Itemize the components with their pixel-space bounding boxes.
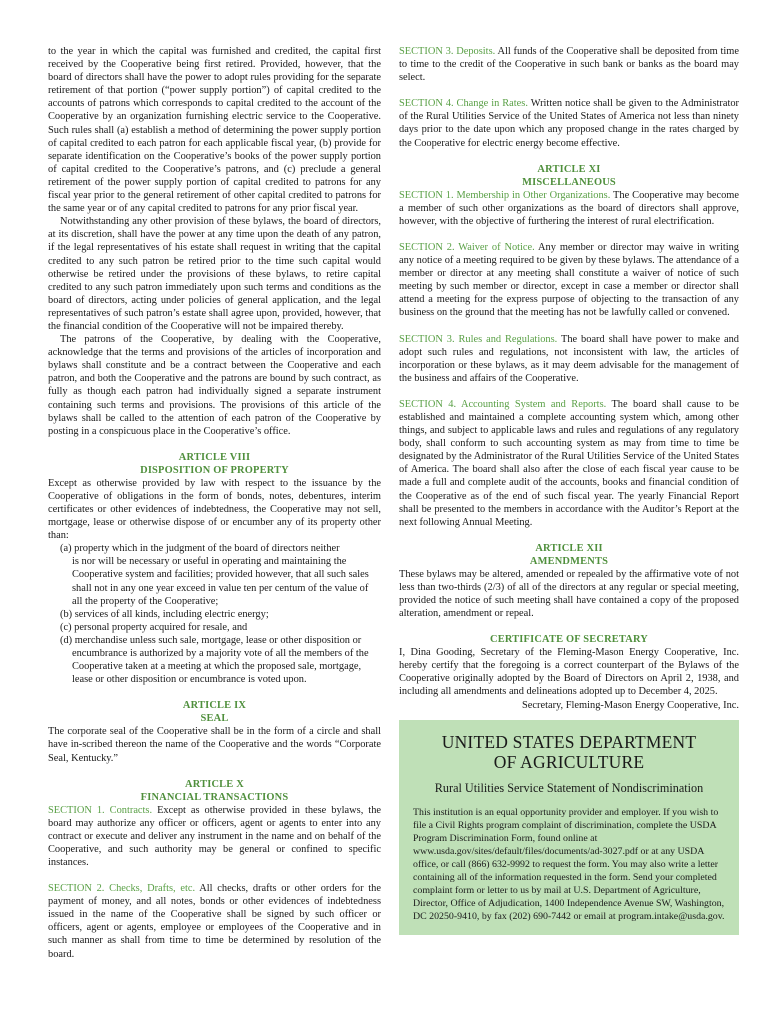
seal-paragraph: The corporate seal of the Cooperative shall be in the form of a circle and shall have in-scribed thereon the name of the Cooperative and the words “Corporate Seal, Kentucky.”	[48, 726, 381, 764]
section-text: All funds of the Cooperative shall be deposited from time to time to the credit of the Cooperative in such bank or banks as the board may select.	[399, 46, 739, 84]
secretary-signature-line: Secretary, Fleming-Mason Energy Cooperative, Inc.	[522, 699, 739, 711]
article-title: MISCELLANEOUS	[522, 176, 616, 188]
list-item: (d) merchandise unless such sale, mortgage, lease or other disposition or	[60, 634, 362, 646]
death-of-patron-paragraph: Notwithstanding any other provision of these bylaws, the board of directors, at its discretion, shall have the power at any time upon the death of any patron, if the legal representatives of his estate shall request in writing that the capital credited to any such patron be retired prior to the time such capital would otherwise be retired under the provisions of these bylaws, to retire capital credited to any such patron immediately upon such terms and conditions as the board of directors, acting under policies of general application, and the legal representatives of such patron’s estate shall agree upon, provided, however, that the financial condition of the Cooperative will not be impaired thereby.	[48, 216, 381, 332]
amendments-paragraph: These bylaws may be altered, amended or repealed by the affirmative vote of not less than two-thirds (2/3) of all of the directors at any regular or special meeting, provided the notice of such meeting shall have contained a copy of the proposed alteration, amendment or repeal.	[399, 568, 739, 620]
accounting-system-section	[399, 398, 739, 529]
usda-statement: This institution is an equal opportunity provider and employer. If you wish to file a Civil Rights program complaint of discrimination, complete the USDA Program Discrimination Form, found online at www.usda.gov/sites/default/files/documents/ad-3027.pdf or at any USDA office, or call (866) 632-9992 to request the form. You may also write a letter containing all of the information requested in the form. Send your completed complaint form or letter to us by mail at U.S. Department of Agriculture, Director, Office of Adjudication, 1400 Independence Avenue SW, Washington, DC 20250-9410, by fax (202) 690-7442 or email at program.intake@usda.gov.	[413, 806, 725, 922]
section-text: All checks, drafts or other orders for the payment of money, and all notes, bonds or other evidences of indebtedness issued in the name of the Cooperative shall be signed by such officer or officers, agent or agents, employee or employees of the Cooperative and in such manner as shall from time to time be determined by resolution of the board.	[48, 883, 381, 960]
article-title: DISPOSITION OF PROPERTY	[140, 464, 289, 476]
deposits-section	[399, 45, 739, 84]
left-column	[48, 45, 381, 1024]
article-number: ARTICLE IX	[182, 700, 247, 712]
article-xi-heading	[399, 163, 739, 189]
property-list	[48, 542, 381, 686]
article-ix-heading	[48, 699, 381, 725]
article-title: SEAL	[200, 713, 229, 725]
contracts-section	[48, 804, 381, 869]
section-text: The board shall have power to make and adopt such rules and regulations, not inconsistent with law, the articles of incorporation or these bylaws, as it may deem advisable for the management of the business and affairs of the Cooperative.	[399, 333, 739, 384]
waiver-of-notice-section	[399, 241, 739, 320]
rules-and-regulations-section	[399, 333, 739, 385]
certificate-paragraph: I, Dina Gooding, Secretary of the Fleming-Mason Energy Cooperative, Inc. hereby certify that the foregoing is a correct counterpart of the Bylaws of the Cooperative originally adopted by the Board of Directors on April 2, 1938, and including all amendments and delineations adopted up to December 4, 2025.	[399, 647, 739, 698]
list-item-continued: is nor will be necessary or useful in operating and maintaining the Cooperative system and facilities; provided however, that all such sales shall not in any one year exceed in value ten per centum of the value of all the property of the Cooperative;	[72, 556, 369, 607]
article-title: AMENDMENTS	[529, 555, 609, 567]
usda-subtitle: Rural Utilities Service Statement of Nondiscrimination	[434, 780, 704, 795]
section-text: Any member or director may waive in writing any notice of a meeting required to be given by these bylaws. The attendance of a member or director at any meeting shall constitute a waiver of notice of such meeting by such member or director, except in case a member or director shall attend a meeting for the express purpose of objecting to the transaction of any business on the ground that the meeting has not be lawfully called or convened.	[399, 241, 739, 319]
usda-title	[413, 732, 725, 772]
section-title: SECTION 1. Membership in Other Organizations.	[399, 189, 611, 201]
section-title: SECTION 2. Checks, Drafts, etc.	[48, 883, 196, 895]
section-title: SECTION 2. Waiver of Notice.	[399, 241, 535, 253]
checks-drafts-section	[48, 882, 381, 961]
section-text: Except as otherwise provided in these bylaws, the board may authorize any officer or officers, agent or agents to enter into any contract or execute and deliver any instrument in the name and on behalf of the Cooperative, and such authority may be general or confined to specific instances.	[48, 804, 382, 868]
article-viii-paragraph: Except as otherwise provided by law with respect to the issuance by the Cooperative of obligations in the form of bonds, notes, debentures, interim certificates or other evidences of indebtedness, the Cooperative may not sell, mortgage, lease or otherwise dispose of or encumber any of its property other than:	[48, 477, 381, 542]
article-x-heading	[48, 778, 381, 804]
section-title: SECTION 4. Accounting System and Reports.	[399, 398, 607, 410]
article-number: ARTICLE X	[185, 778, 244, 790]
capital-retirement-paragraph: to the year in which the capital was furnished and credited, the capital first received by the Cooperative being first retired. Provided, however, that the board of directors shall have the power to adopt rules providing for the separate retirement of that portion (“power supply portion”) of capital credited to the accounts of patrons which corresponds to capital credited to the account of the Cooperative by an organization furnishing electric service to the Cooperative. Such rules shall (a) establish a method of determining the power supply portion of capital credited to each patron for each applicable fiscal year, (b) provide for separate identification on the Cooperative’s books of the power supply portion of capital credited to the Cooperative’s patrons, and (c) preclude a general retirement of the power supply portion of capital credited to patrons for any fiscal year prior to the general retirement of other capital credited to patrons for the same year or of any capital credited to patrons for any prior fiscal year.	[48, 46, 381, 215]
section-title: SECTION 3. Rules and Regulations.	[399, 333, 558, 345]
usda-nondiscrimination-box	[399, 720, 739, 935]
usda-title-line: OF AGRICULTURE	[493, 751, 645, 772]
membership-section	[399, 189, 739, 228]
list-item: (c) personal property acquired for resale, and	[60, 621, 248, 633]
list-item: (a) property which in the judgment of the board of directors neither	[60, 543, 340, 555]
certificate-heading: CERTIFICATE OF SECRETARY	[489, 634, 649, 646]
patron-contract-paragraph: The patrons of the Cooperative, by dealing with the Cooperative, acknowledge that the terms and provisions of the articles of incorporation and bylaws shall constitute and be a contract between the Cooperative and each patron, and both the Cooperative and the patrons are bound by such contract, as fully as though each patron had individually signed a separate instrument containing such terms and provisions. The provisions of this article of the bylaws shall be called to the attention of each patron of the Cooperative by posting in a conspicuous place in the Cooperative’s office.	[48, 334, 381, 437]
list-item: (b) services of all kinds, including electric energy;	[60, 608, 269, 620]
section-title: SECTION 4. Change in Rates.	[399, 98, 528, 110]
article-number: ARTICLE XII	[535, 542, 603, 554]
right-column	[399, 45, 739, 1024]
section-text: Written notice shall be given to the Administrator of the Rural Utilities Service of the United States of America not less than ninety days prior to the date upon which any proposed change in the rates charged by the Cooperative for electric energy become effective.	[399, 98, 739, 149]
list-item-continued: encumbrance is authorized by a majority vote of all the members of the Cooperative taken at a meeting at which the proposed sale, mortgage, lease or other disposition or encumbrance is voted upon.	[72, 648, 369, 686]
change-in-rates-section	[399, 97, 739, 149]
section-title: SECTION 3. Deposits.	[399, 46, 496, 57]
article-xii-heading	[399, 542, 739, 568]
section-title: SECTION 1. Contracts.	[48, 804, 153, 816]
article-title: FINANCIAL TRANSACTIONS	[140, 791, 289, 803]
section-text: The Cooperative may become a member of such other organizations as the board of directors shall approve, however, with the objective of furthering the interest of rural electrification.	[399, 189, 740, 227]
section-text: The board shall cause to be established and maintained a complete accounting system which, among other things, and subject to applicable laws and rules and regulations of any regulatory body, shall conform to such accounting system as may from time to time be designated by the Administrator of the Rural Utilities Service of the United States of America. The board shall also after the close of each fiscal year cause to be made a full and complete audit of the accounts, books and financial condition of the Cooperative as of the end of such fiscal year. The yearly Financial Report shall be presented to the members in accordance with the Auditor’s Report at the next following Annual Meeting.	[399, 398, 739, 528]
article-number: ARTICLE XI	[537, 163, 601, 175]
article-number: ARTICLE VIII	[178, 451, 251, 463]
article-viii-heading	[48, 451, 381, 477]
usda-title-line: UNITED STATES DEPARTMENT	[441, 731, 697, 752]
